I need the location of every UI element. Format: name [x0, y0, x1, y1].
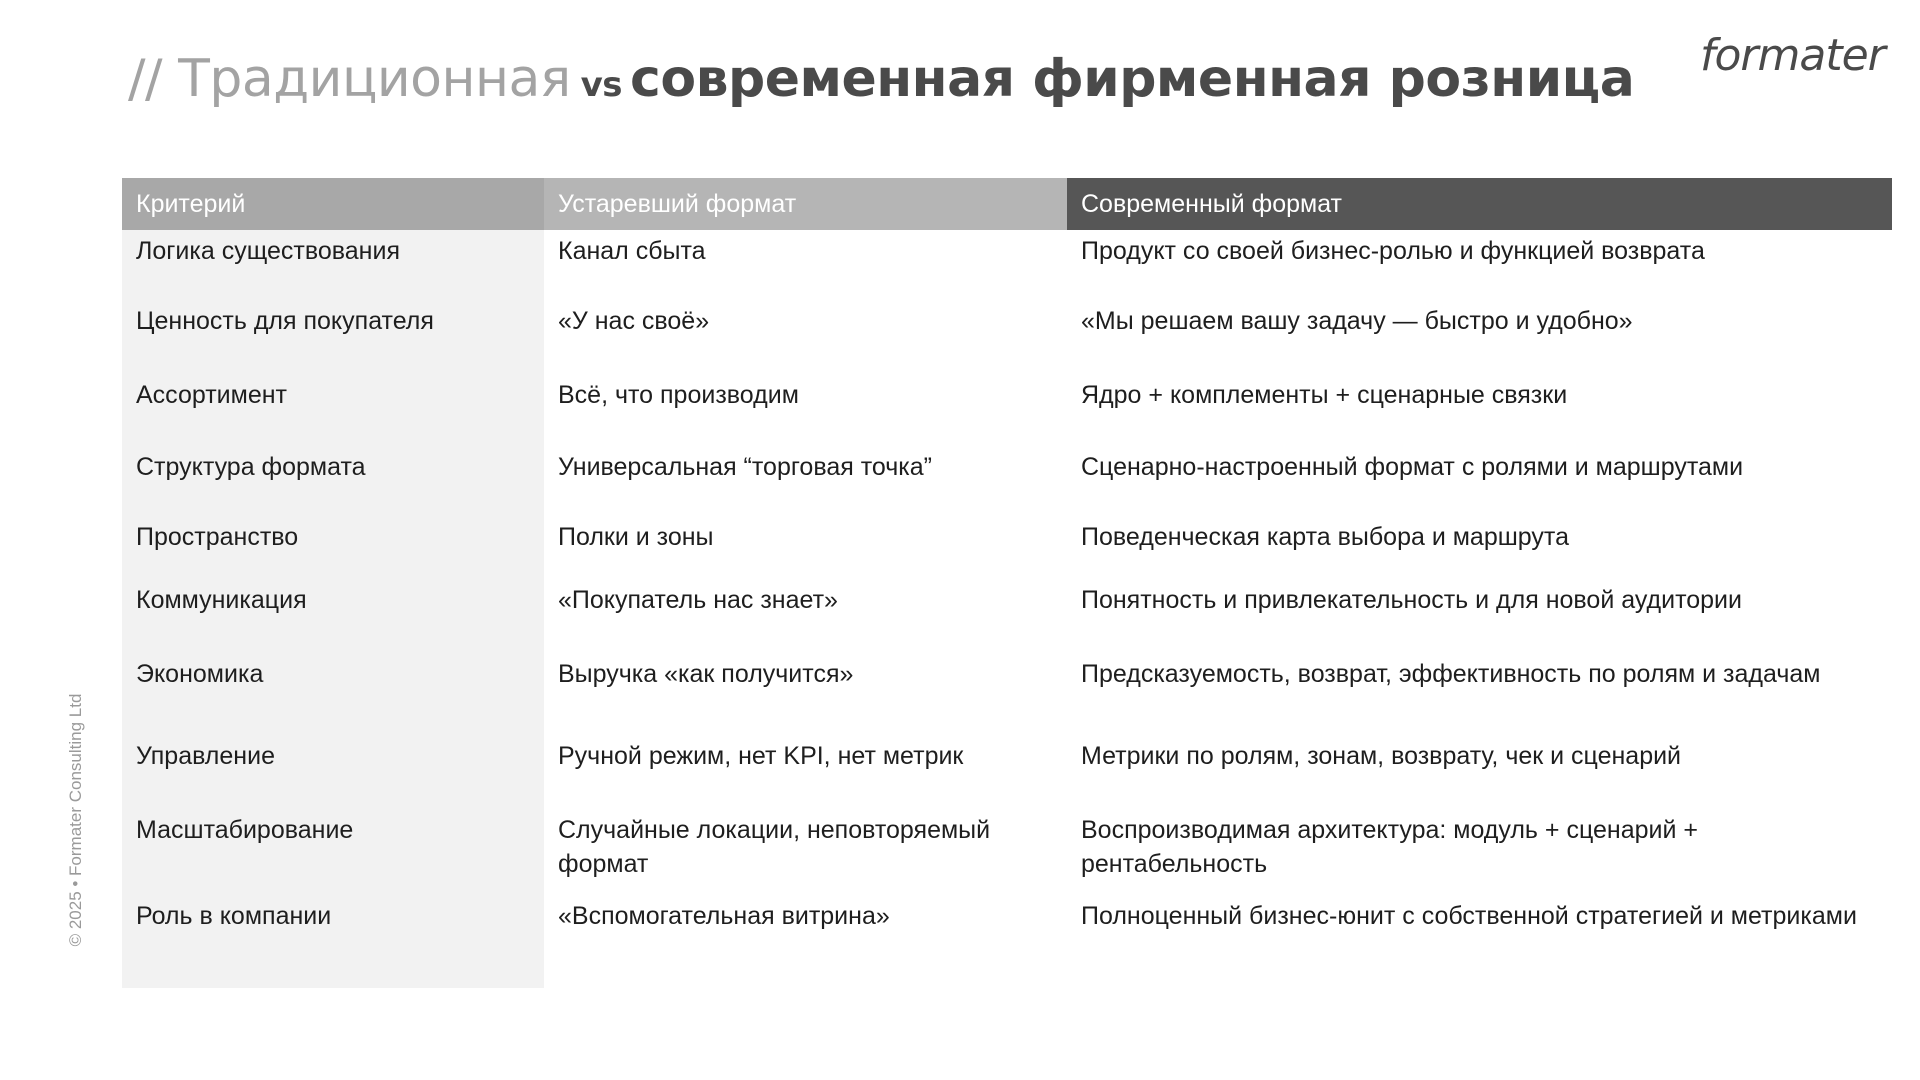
criterion-cell: Пространство [136, 523, 299, 551]
title-prefix: // [128, 49, 179, 109]
old-format-cell: Канал сбыта [558, 237, 706, 265]
old-format-cell: Всё, что производим [558, 381, 799, 409]
header-new-format: Современный формат [1067, 178, 1892, 230]
table-row [122, 809, 1892, 895]
table-row [122, 895, 1892, 985]
title-modern: современная фирменная розница [630, 49, 1635, 109]
table-row [122, 735, 1892, 809]
table-row [122, 230, 1892, 300]
old-format-cell: Полки и зоны [558, 523, 714, 551]
criterion-cell: Ценность для покупателя [136, 307, 434, 335]
new-format-cell: Ядро + комплементы + сценарные связки [1081, 381, 1568, 409]
old-format-cell: Ручной режим, нет KPI, нет метрик [558, 742, 964, 770]
table-body [122, 230, 1892, 985]
new-format-cell: Поведенческая карта выбора и маршрута [1081, 523, 1569, 551]
old-format-cell: «У нас своё» [558, 307, 710, 335]
new-format-cell: Полноценный бизнес-юнит с собственной стратегией и метриками [1081, 902, 1857, 930]
table-row [122, 516, 1892, 579]
new-format-cell: Понятность и привлекательность и для новой аудитории [1081, 586, 1742, 614]
page-title [128, 46, 1634, 118]
comparison-table [122, 178, 1892, 985]
old-format-cell: Выручка «как получится» [558, 660, 854, 688]
table-header [122, 178, 1892, 230]
new-format-cell: Предсказуемость, возврат, эффективность по ролям и задачам [1081, 660, 1821, 688]
table-row [122, 300, 1892, 374]
old-format-cell: «Вспомогательная витрина» [558, 902, 890, 930]
title-vs: vs [580, 65, 623, 105]
new-format-cell: Сценарно-настроенный формат с ролями и маршрутами [1081, 453, 1744, 481]
new-format-cell: Метрики по ролям, зонам, возврату, чек и сценарий [1081, 742, 1682, 770]
title-traditional: Традиционная [178, 49, 571, 109]
old-format-cell: Случайные локации, неповторяемый формат [558, 816, 991, 878]
new-format-cell: Воспроизводимая архитектура: модуль + сценарий + рентабельность [1081, 816, 1698, 878]
old-format-cell: Универсальная “торговая точка” [558, 453, 932, 481]
criterion-cell: Управление [136, 742, 275, 770]
header-old-format: Устаревший формат [544, 178, 1067, 230]
criterion-cell: Ассортимент [136, 381, 287, 409]
new-format-cell: «Мы решаем вашу задачу — быстро и удобно» [1081, 307, 1633, 335]
old-format-cell: «Покупатель нас знает» [558, 586, 838, 614]
table-row [122, 579, 1892, 653]
criterion-cell: Коммуникация [136, 586, 307, 614]
copyright-notice: © 2025 • Formater Consulting Ltd [66, 693, 85, 947]
criterion-cell: Экономика [136, 660, 264, 688]
new-format-cell: Продукт со своей бизнес-ролью и функцией возврата [1081, 237, 1705, 265]
criterion-cell: Роль в компании [136, 902, 332, 930]
criterion-cell: Логика существования [136, 237, 400, 265]
table-row [122, 446, 1892, 516]
table-row [122, 374, 1892, 446]
table-row [122, 653, 1892, 735]
criterion-cell: Структура формата [136, 453, 366, 481]
criterion-cell: Масштабирование [136, 816, 354, 844]
formater-logo: formater [1700, 30, 1885, 81]
header-criterion: Критерий [122, 178, 544, 230]
